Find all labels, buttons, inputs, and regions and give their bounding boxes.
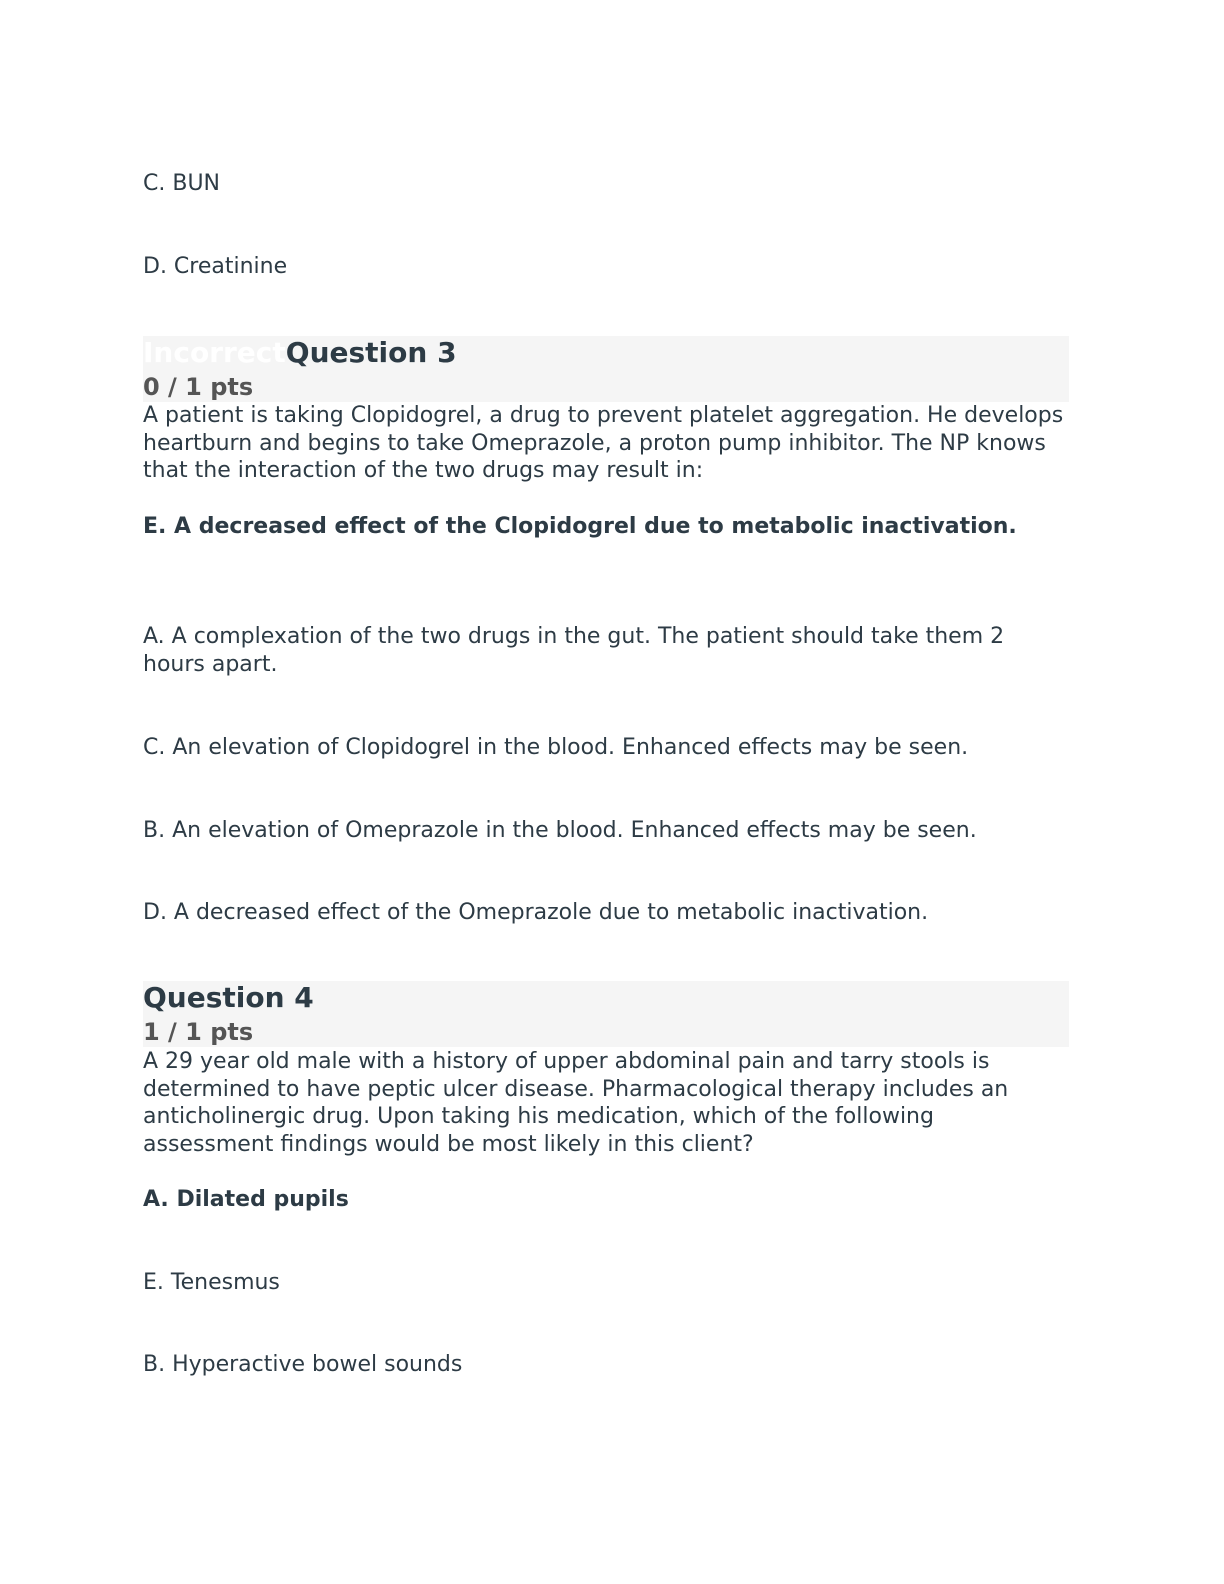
question-title [143, 336, 457, 370]
incorrect-label: Incorrect [143, 336, 286, 369]
question-text: A patient is taking Clopidogrel, a drug to prevent platelet aggregation. He develops heartburn and begins to take Omeprazole, a proton pump inhibitor. The NP knows that the interaction of the two drugs may result in: [143, 403, 1064, 483]
answer-option: D. Creatinine [143, 254, 288, 279]
answer-option: D. A decreased effect of the Omeprazole due to metabolic inactivation. [143, 900, 929, 925]
selected-answer: E. A decreased effect of the Clopidogrel due to metabolic inactivation. [143, 514, 1017, 539]
answer-option: C. BUN [143, 171, 220, 196]
answer-option: B. Hyperactive bowel sounds [143, 1352, 463, 1377]
answer-option: B. An elevation of Omeprazole in the blood. Enhanced effects may be seen. [143, 818, 977, 843]
answer-option: A. A complexation of the two drugs in the gut. The patient should take them 2 hours apart. [143, 624, 1005, 677]
question-number: Question 4 [143, 981, 314, 1014]
question-points: 0 / 1 pts [143, 373, 254, 401]
answer-option: E. Tenesmus [143, 1270, 280, 1295]
question-number: Question 3 [285, 336, 457, 369]
question-header [143, 981, 1069, 1047]
answer-option: C. An elevation of Clopidogrel in the blood. Enhanced effects may be seen. [143, 735, 969, 760]
selected-answer: A. Dilated pupils [143, 1187, 349, 1212]
question-header [143, 336, 1069, 402]
question-points: 1 / 1 pts [143, 1018, 254, 1046]
question-text: A 29 year old male with a history of upper abdominal pain and tarry stools is determined to have peptic ulcer disease. Pharmacological therapy includes an anticholinergic drug. Upon taking his medication, which of the following assessment findings would be most likely in this client? [143, 1049, 1009, 1157]
